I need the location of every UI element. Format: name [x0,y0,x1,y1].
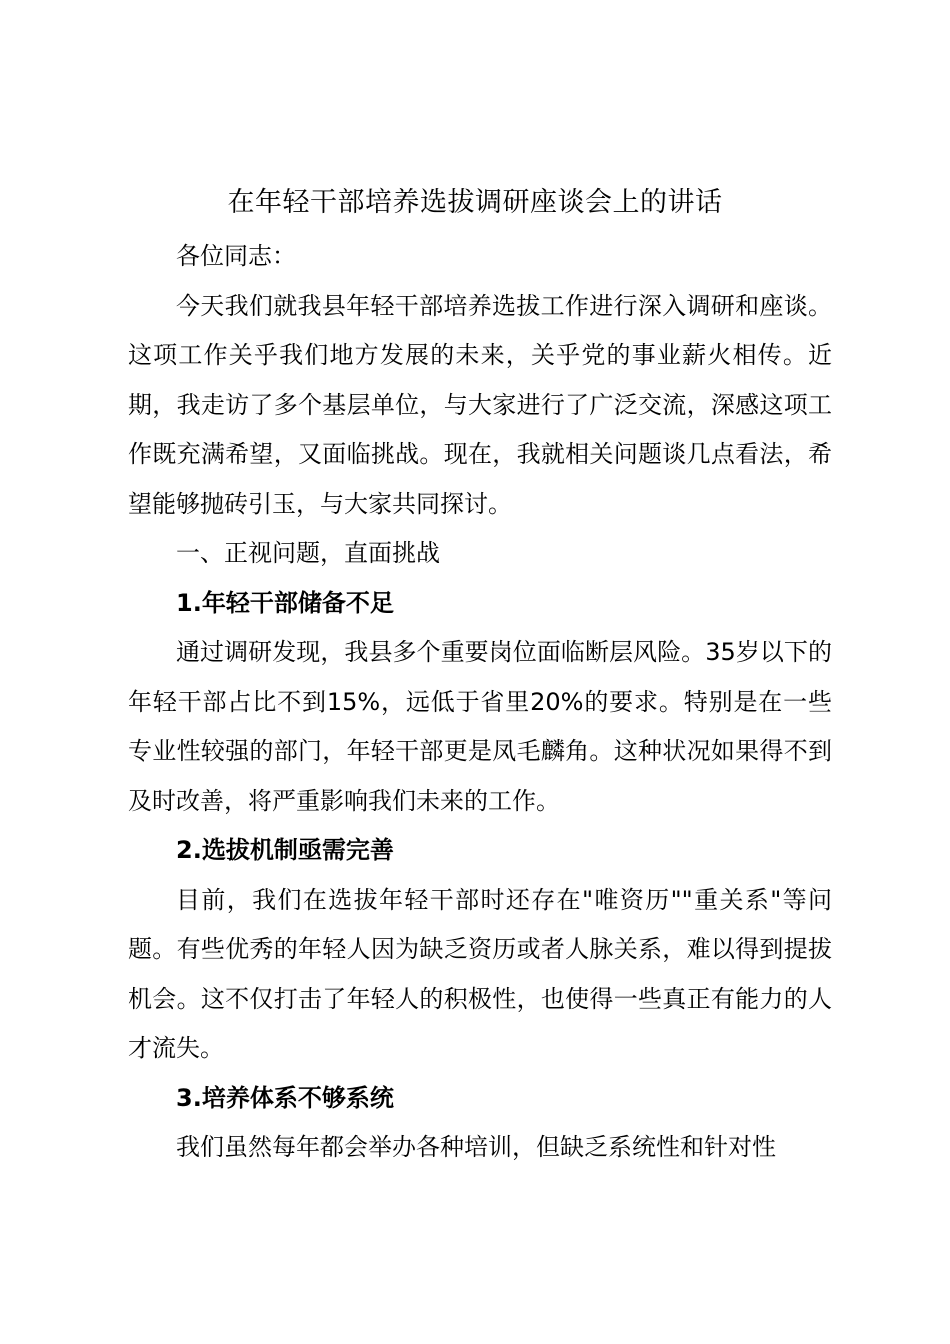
document-title: 在年轻干部培养选拔调研座谈会上的讲话 [227,187,723,218]
intro-paragraph: 今天我们就我县年轻干部培养选拔工作进行深入调研和座谈。这项工作关乎我们地方发展的未来，关乎党的事业薪火相传。近期，我走访了多个基层单位，与大家进行了广泛交流，深感这项工作既充满希望，又面临挑战。现在，我就相关问题谈几点看法，希望能够抛砖引玉，与大家共同探讨。 [128,291,832,518]
subheading-2: 2.选拔机制亟需完善 [176,836,394,864]
document-body [128,232,832,1173]
section-heading: 一、正视问题，直面挑战 [176,539,440,567]
subheading-1: 1.年轻干部储备不足 [176,588,394,617]
subheading-3: 3.培养体系不够系统 [176,1083,394,1112]
paragraph-2: 目前，我们在选拔年轻干部时还存在"唯资历""重关系"等问题。有些优秀的年轻人因为缺乏资历或者人脉关系，难以得到提拔机会。这不仅打击了年轻人的积极性，也使得一些真正有能力的人才流失。 [128,885,832,1062]
paragraph-1: 通过调研发现，我县多个重要岗位面临断层风险。35岁以下的年轻干部占比不到15%，远低于省里20%的要求。特别是在一些专业性较强的部门，年轻干部更是凤毛麟角。这种状况如果得不到及时改善，将严重影响我们未来的工作。 [128,638,832,815]
greeting: 各位同志： [176,242,296,270]
paragraph-3: 我们虽然每年都会举办各种培训，但缺乏系统性和针对性 [176,1133,776,1161]
